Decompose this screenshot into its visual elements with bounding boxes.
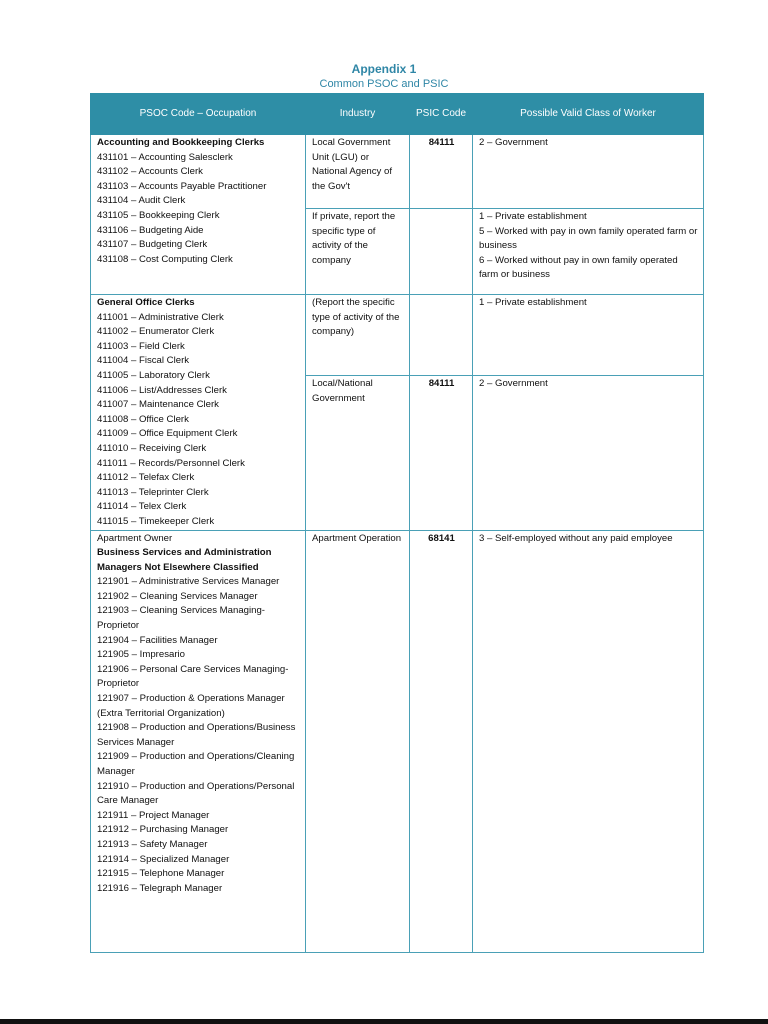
occupation-group-title: Accounting and Bookkeeping Clerks: [97, 137, 265, 148]
occupation-code-line: Apartment Owner: [97, 532, 173, 544]
occupation-code-line: 431105 – Bookkeeping Clerk: [97, 209, 220, 221]
occupation-code-line: 411002 – Enumerator Clerk: [97, 326, 215, 338]
class-of-worker-item: 2 – Government: [479, 137, 548, 148]
occupation-code-line: 431107 – Budgeting Clerk: [97, 239, 208, 251]
occupation-code-line: 411001 – Administrative Clerk: [97, 311, 224, 323]
occupation-code-line: 121912 – Purchasing Manager: [97, 824, 229, 836]
industry-cell: Local Government Unit (LGU) or National Agency of the Gov't: [306, 135, 410, 209]
occupation-group-title: General Office Clerks: [97, 297, 195, 308]
occupation-code-line: 411007 – Maintenance Clerk: [97, 399, 219, 411]
class-of-worker-item: 1 – Private establishment: [479, 211, 587, 222]
occupation-code-line: 431104 – Audit Clerk: [97, 195, 186, 207]
psoc-psic-table: [90, 93, 704, 953]
occupation-code-line: 431102 – Accounts Clerk: [97, 166, 203, 178]
class-of-worker-cell: [473, 135, 704, 209]
occupation-code-line: 411011 – Records/Personnel Clerk: [97, 457, 245, 469]
psic-code-cell: 84111: [410, 376, 473, 530]
occupation-code-line: 121902 – Cleaning Services Manager: [97, 590, 258, 602]
occupation-code-line: 411013 – Teleprinter Clerk: [97, 486, 209, 498]
class-of-worker-item: 3 – Self-employed without any paid employee: [479, 532, 673, 544]
industry-cell: If private, report the specific type of activity of the company: [306, 209, 410, 295]
occupation-code-line: 121907 – Production & Operations Manager (Extra Territorial Organization): [97, 693, 285, 719]
table-body: [91, 135, 704, 953]
occupation-code-line: 411009 – Office Equipment Clerk: [97, 428, 238, 440]
occupation-cell: [91, 295, 306, 531]
occupation-code-line: 411010 – Receiving Clerk: [97, 442, 207, 454]
class-of-worker-item: 2 – Government: [479, 378, 548, 390]
occupation-code-line: 121916 – Telegraph Manager: [97, 882, 223, 894]
class-of-worker-item: 5 – Worked with pay in own family operated farm or business: [479, 225, 698, 252]
industry-cell: Apartment Operation: [306, 530, 410, 952]
occupation-code-line: 121906 – Personal Care Services Managing-Proprietor: [97, 663, 289, 690]
occupation-code-line: 121914 – Specialized Manager: [97, 853, 230, 865]
occupation-code-line: 431103 – Accounts Payable Practitioner: [97, 180, 267, 192]
occupation-code-line: 121908 – Production and Operations/Business Services Manager: [97, 722, 296, 748]
occupation-code-line: 121903 – Cleaning Services Managing-Proprietor: [97, 605, 265, 632]
occupation-cell: [91, 135, 306, 295]
class-of-worker-item: 6 – Worked without pay in own family operated farm or business: [479, 254, 678, 281]
occupation-code-line: 431106 – Budgeting Aide: [97, 224, 204, 236]
occupation-code-line: 411004 – Fiscal Clerk: [97, 355, 190, 367]
appendix-subtitle: Common PSOC and PSIC: [319, 78, 449, 90]
class-of-worker-cell: [473, 209, 704, 295]
table-row: [91, 295, 704, 376]
occupation-code-line: 431108 – Cost Computing Clerk: [97, 253, 233, 265]
class-of-worker-item: 1 – Private establishment: [479, 297, 587, 308]
industry-cell: (Report the specific type of activity of the company): [306, 295, 410, 376]
class-of-worker-cell: [473, 530, 704, 952]
psic-code-cell: 68141: [410, 530, 473, 952]
table-row: [91, 135, 704, 209]
occupation-code-line: 121905 – Impresario: [97, 649, 185, 661]
occupation-code-line: 431101 – Accounting Salesclerk: [97, 151, 233, 163]
occupation-code-line: 411014 – Telex Clerk: [97, 501, 187, 513]
occupation-code-line: 121910 – Production and Operations/Personal Care Manager: [97, 780, 295, 807]
psic-code-cell: 84111: [410, 135, 473, 209]
industry-cell: Local/National Government: [306, 376, 410, 530]
occupation-code-line: 121915 – Telephone Manager: [97, 868, 225, 880]
occupation-code-line: 411012 – Telefax Clerk: [97, 472, 195, 484]
occupation-code-line: 121909 – Production and Operations/Cleaning Manager: [97, 751, 295, 777]
header-class-of-worker: Possible Valid Class of Worker: [473, 94, 704, 135]
occupation-code-line: 121913 – Safety Manager: [97, 838, 208, 850]
occupation-code-line: 411008 – Office Clerk: [97, 413, 189, 425]
occupation-code-line: 121904 – Facilities Manager: [97, 634, 218, 646]
psic-code-cell: [410, 209, 473, 295]
header-occupation: PSOC Code – Occupation: [91, 94, 306, 135]
table-header-row: [91, 94, 704, 135]
table-row: [91, 530, 704, 952]
occupation-cell: [91, 530, 306, 952]
occupation-code-line: 121911 – Project Manager: [97, 809, 210, 821]
class-of-worker-cell: [473, 376, 704, 530]
header-psic-code: PSIC Code: [410, 94, 473, 135]
occupation-code-line: 121901 – Administrative Services Manager: [97, 576, 280, 588]
occupation-group-title: Business Services and Administration Managers Not Elsewhere Classified: [97, 547, 272, 573]
psic-code-cell: [410, 295, 473, 376]
header-industry: Industry: [306, 94, 410, 135]
occupation-code-line: 411005 – Laboratory Clerk: [97, 369, 210, 381]
appendix-title: Appendix 1: [351, 62, 417, 76]
class-of-worker-cell: [473, 295, 704, 376]
occupation-code-line: 411015 – Timekeeper Clerk: [97, 515, 215, 527]
occupation-code-line: 411003 – Field Clerk: [97, 340, 185, 352]
occupation-code-line: 411006 – List/Addresses Clerk: [97, 384, 227, 396]
page-bottom-rule: [0, 1019, 768, 1024]
